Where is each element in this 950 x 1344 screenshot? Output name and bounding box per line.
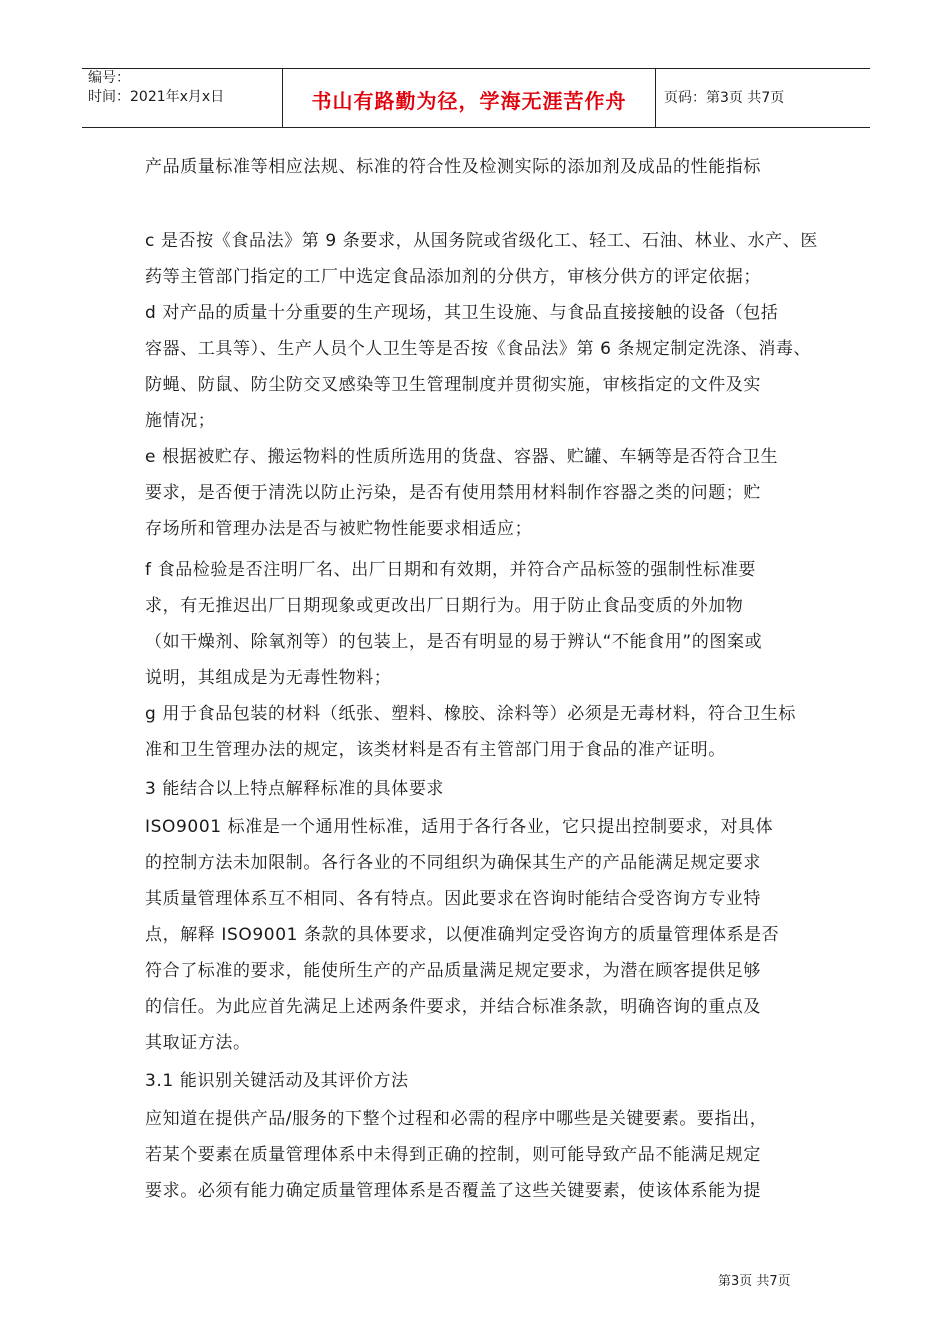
section-heading: 3 能结合以上特点解释标准的具体要求 bbox=[145, 779, 445, 799]
header-motto: 书山有路勤为径，学海无涯苦作舟 bbox=[311, 89, 627, 113]
body-line: e 根据被贮存、搬运物料的性质所选用的货盘、容器、贮罐、车辆等是否符合卫生 bbox=[145, 447, 779, 467]
body-line: d 对产品的质量十分重要的生产现场，其卫生设施、与食品直接接触的设备（包括 bbox=[145, 303, 779, 323]
page-footer: 第3页 共7页 bbox=[718, 1274, 791, 1289]
document-date: 时间：2021年x月x日 bbox=[88, 89, 225, 105]
body-line: 其取证方法。 bbox=[145, 1033, 251, 1053]
body-line: 点，解释 ISO9001 条款的具体要求，以便准确判定受咨询方的质量管理体系是否 bbox=[145, 925, 780, 945]
body-line: 药等主管部门指定的工厂中选定食品添加剂的分供方，审核分供方的评定依据； bbox=[145, 267, 761, 287]
body-line: 要求，是否便于清洗以防止污染，是否有使用禁用材料制作容器之类的问题；贮 bbox=[145, 483, 761, 503]
body-line: 符合了标准的要求，能使所生产的产品质量满足规定要求，为潜在顾客提供足够 bbox=[145, 961, 761, 981]
body-line: 求，有无推迟出厂日期现象或更改出厂日期行为。用于防止食品变质的外加物 bbox=[145, 596, 744, 616]
body-line: 的控制方法未加限制。各行各业的不同组织为确保其生产的产品能满足规定要求 bbox=[145, 853, 761, 873]
body-line: 应知道在提供产品/服务的下整个过程和必需的程序中哪些是关键要素。要指出， bbox=[145, 1109, 768, 1129]
body-line: f 食品检验是否注明厂名、出厂日期和有效期，并符合产品标签的强制性标准要 bbox=[145, 560, 756, 580]
header-page-code: 页码：第3页 共7页 bbox=[664, 90, 785, 106]
header-page-cell bbox=[656, 69, 870, 128]
section-heading: 3.1 能识别关键活动及其评价方法 bbox=[145, 1071, 409, 1091]
body-line: 的信任。为此应首先满足上述两条件要求，并结合标准条款，明确咨询的重点及 bbox=[145, 997, 761, 1017]
body-line: 防蝇、防鼠、防尘防交叉感染等卫生管理制度并贯彻实施，审核指定的文件及实 bbox=[145, 375, 761, 395]
body-line: 说明，其组成是为无毒性物料； bbox=[145, 668, 392, 688]
body-line: 要求。必须有能力确定质量管理体系是否覆盖了这些关键要素，使该体系能为提 bbox=[145, 1181, 761, 1201]
body-line: 若某个要素在质量管理体系中未得到正确的控制，则可能导致产品不能满足规定 bbox=[145, 1145, 761, 1165]
body-line: ISO9001 标准是一个通用性标准，适用于各行各业，它只提出控制要求，对具体 bbox=[145, 817, 774, 837]
document-number: 编号： bbox=[88, 70, 130, 86]
body-line: 施情况； bbox=[145, 411, 216, 431]
body-line: 准和卫生管理办法的规定，该类材料是否有主管部门用于食品的准产证明。 bbox=[145, 740, 726, 760]
body-line: g 用于食品包装的材料（纸张、塑料、橡胶、涂料等）必须是无毒材料，符合卫生标 bbox=[145, 704, 796, 724]
header-meta-cell bbox=[82, 69, 283, 128]
document-header bbox=[82, 68, 870, 128]
body-line: （如干燥剂、除氧剂等）的包装上，是否有明显的易于辨认“不能食用”的图案或 bbox=[145, 632, 763, 652]
body-line: 容器、工具等）、生产人员个人卫生等是否按《食品法》第 6 条规定制定洗涤、消毒、 bbox=[145, 339, 812, 359]
header-motto-cell bbox=[283, 69, 656, 128]
body-line: 其质量管理体系互不相同、各有特点。因此要求在咨询时能结合受咨询方专业特 bbox=[145, 889, 761, 909]
body-line: 存场所和管理办法是否与被贮物性能要求相适应； bbox=[145, 519, 533, 539]
body-line: 产品质量标准等相应法规、标准的符合性及检测实际的添加剂及成品的性能指标 bbox=[145, 157, 761, 177]
body-line: c 是否按《食品法》第 9 条要求，从国务院或省级化工、轻工、石油、林业、水产、医 bbox=[145, 231, 818, 251]
